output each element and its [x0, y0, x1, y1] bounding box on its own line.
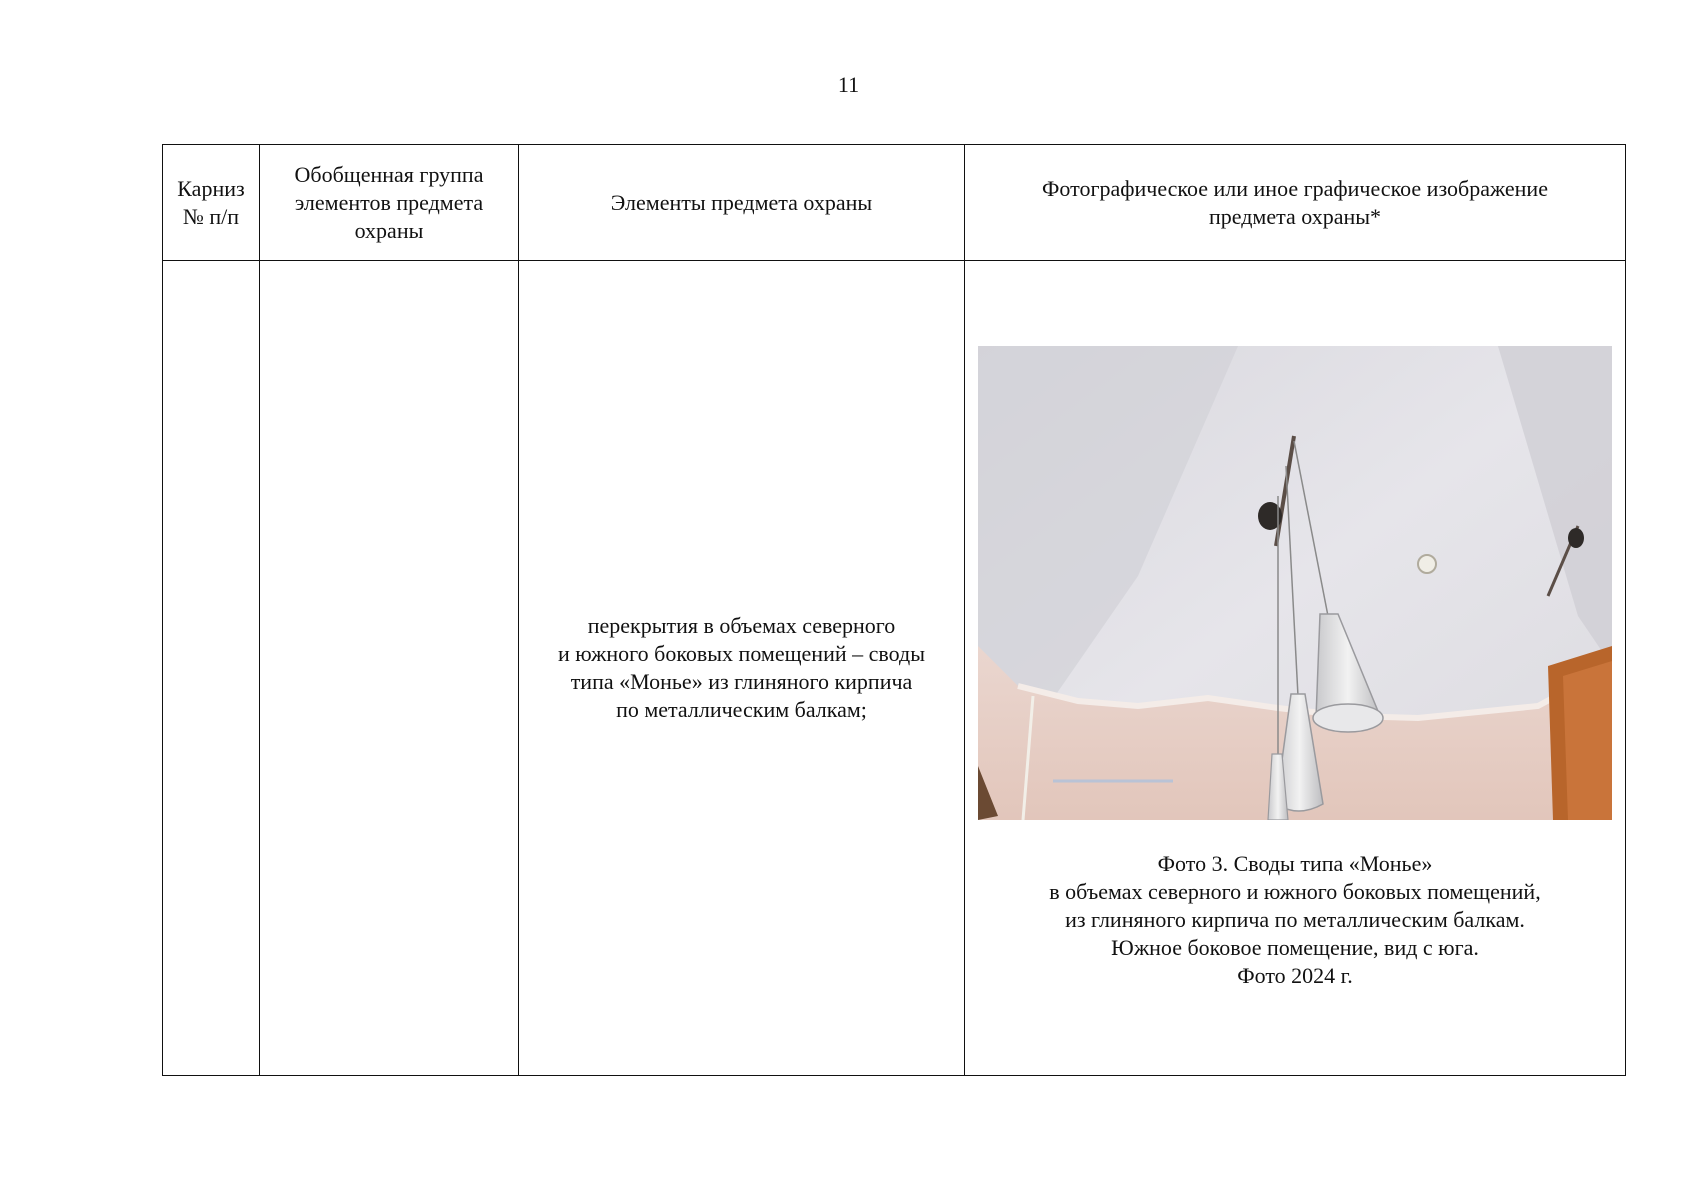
photo-caption: Фото 3. Своды типа «Монье» в объемах северного и южного боковых помещений, из глиняного кирпича по металлическим балкам. Южное боковое помещение, вид с юга. Фото 2024 г. — [1049, 851, 1541, 988]
table-row — [163, 261, 1626, 1076]
table-header-row — [163, 145, 1626, 261]
protection-table — [162, 144, 1626, 1076]
header-photo: Фотографическое или иное графическое изображение предмета охраны* — [965, 145, 1626, 261]
page-number: 11 — [837, 72, 860, 97]
cell-number — [163, 261, 260, 1076]
cell-photo — [965, 261, 1626, 1076]
cell-group — [260, 261, 519, 1076]
header-group: Обобщенная группа элементов предмета охраны — [260, 145, 519, 261]
header-elements: Элементы предмета охраны — [519, 145, 965, 261]
ceiling-photo — [978, 346, 1612, 820]
header-number: Карниз № п/п — [163, 145, 260, 261]
cell-elements: перекрытия в объемах северного и южного боковых помещений – своды типа «Монье» из глиняного кирпича по металлическим балкам; — [519, 261, 965, 1076]
